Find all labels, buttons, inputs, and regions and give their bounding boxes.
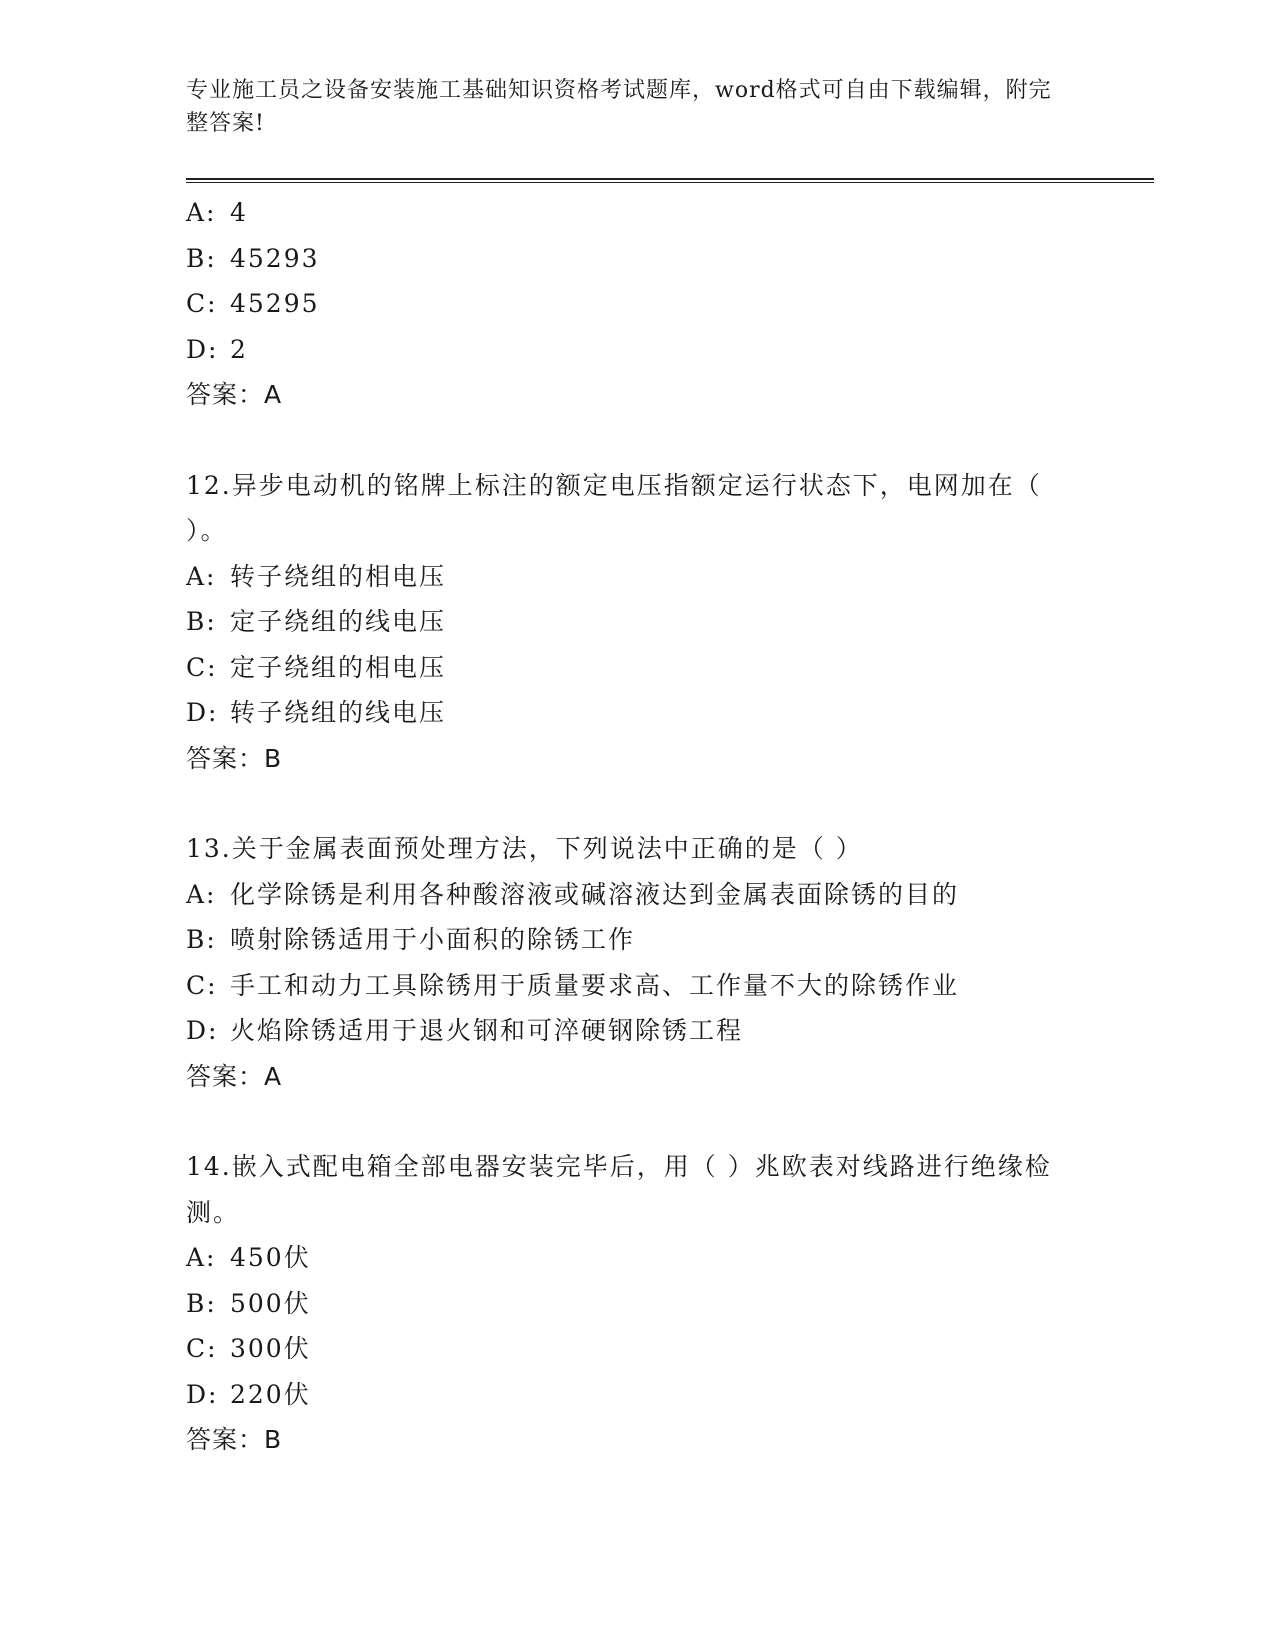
option-letter: A: — [186, 1243, 217, 1272]
option-letter: A: — [186, 198, 217, 227]
option-letter: B: — [186, 607, 217, 636]
option-text: 45293 — [230, 243, 320, 273]
question-stem: 14.嵌入式配电箱全部电器安装完毕后，用（ ）兆欧表对线路进行绝缘检测。 — [186, 1152, 1052, 1227]
option-letter: B: — [186, 1288, 217, 1318]
option-b — [186, 599, 1116, 645]
option-d — [186, 1008, 1116, 1054]
option-letter: A: — [186, 879, 217, 909]
option-text: 火焰除锈适用于退火钢和可淬硬钢除锈工程 — [230, 1016, 744, 1045]
option-text: 220伏 — [230, 1379, 311, 1409]
option-text: 定子绕组的相电压 — [230, 652, 447, 682]
option-c — [186, 963, 1116, 1009]
option-letter: D: — [186, 1379, 219, 1409]
option-text: 转子绕组的线电压 — [230, 698, 447, 727]
option-letter: D: — [186, 334, 219, 364]
option-c — [186, 645, 1116, 691]
answer-line: 答案：B — [186, 1425, 283, 1454]
option-d — [186, 690, 1116, 736]
option-text: 4 — [230, 198, 248, 227]
option-letter: D: — [186, 698, 219, 727]
option-letter: A: — [186, 561, 217, 591]
question-block — [186, 190, 1116, 418]
option-text: 300伏 — [230, 1334, 311, 1363]
answer-line: 答案：A — [186, 1061, 283, 1091]
question-stem: 13.关于金属表面预处理方法，下列说法中正确的是（ ） — [186, 834, 863, 863]
option-text: 化学除锈是利用各种酸溶液或碱溶液达到金属表面除锈的目的 — [230, 879, 960, 909]
header-divider — [186, 178, 1154, 180]
option-letter: C: — [186, 652, 218, 682]
option-d — [186, 327, 1116, 373]
option-b — [186, 917, 1116, 963]
document-header: 专业施工员之设备安装施工基础知识资格考试题库，word格式可自由下载编辑，附完整答案! — [186, 78, 1052, 136]
question-block — [186, 826, 1116, 1099]
option-text: 2 — [230, 334, 248, 364]
option-b — [186, 1281, 1116, 1327]
answer-line: 答案：A — [186, 380, 283, 409]
question-list — [186, 190, 1116, 1508]
option-a — [186, 554, 1116, 600]
option-text: 450伏 — [230, 1243, 311, 1272]
option-a — [186, 1235, 1116, 1281]
option-text: 定子绕组的线电压 — [230, 607, 447, 636]
question-stem: 12.异步电动机的铭牌上标注的额定电压指额定运行状态下，电网加在（ ）。 — [186, 470, 1042, 545]
option-letter: B: — [186, 243, 217, 273]
option-letter: C: — [186, 289, 218, 318]
option-text: 手工和动力工具除锈用于质量要求高、工作量不大的除锈作业 — [230, 970, 960, 1000]
option-letter: D: — [186, 1016, 219, 1045]
option-text: 45295 — [230, 289, 320, 318]
option-text: 500伏 — [230, 1288, 311, 1318]
option-d — [186, 1372, 1116, 1418]
option-letter: C: — [186, 1334, 218, 1363]
option-letter: B: — [186, 925, 217, 954]
option-text: 喷射除锈适用于小面积的除锈工作 — [230, 925, 636, 954]
option-letter: C: — [186, 970, 218, 1000]
option-c — [186, 1326, 1116, 1372]
option-c — [186, 281, 1116, 327]
option-a — [186, 872, 1116, 918]
answer-line: 答案：B — [186, 743, 283, 773]
option-text: 转子绕组的相电压 — [230, 561, 447, 591]
question-block — [186, 463, 1116, 782]
option-a — [186, 190, 1116, 236]
option-b — [186, 236, 1116, 282]
question-block — [186, 1144, 1116, 1463]
header-divider-thin — [186, 182, 1154, 183]
